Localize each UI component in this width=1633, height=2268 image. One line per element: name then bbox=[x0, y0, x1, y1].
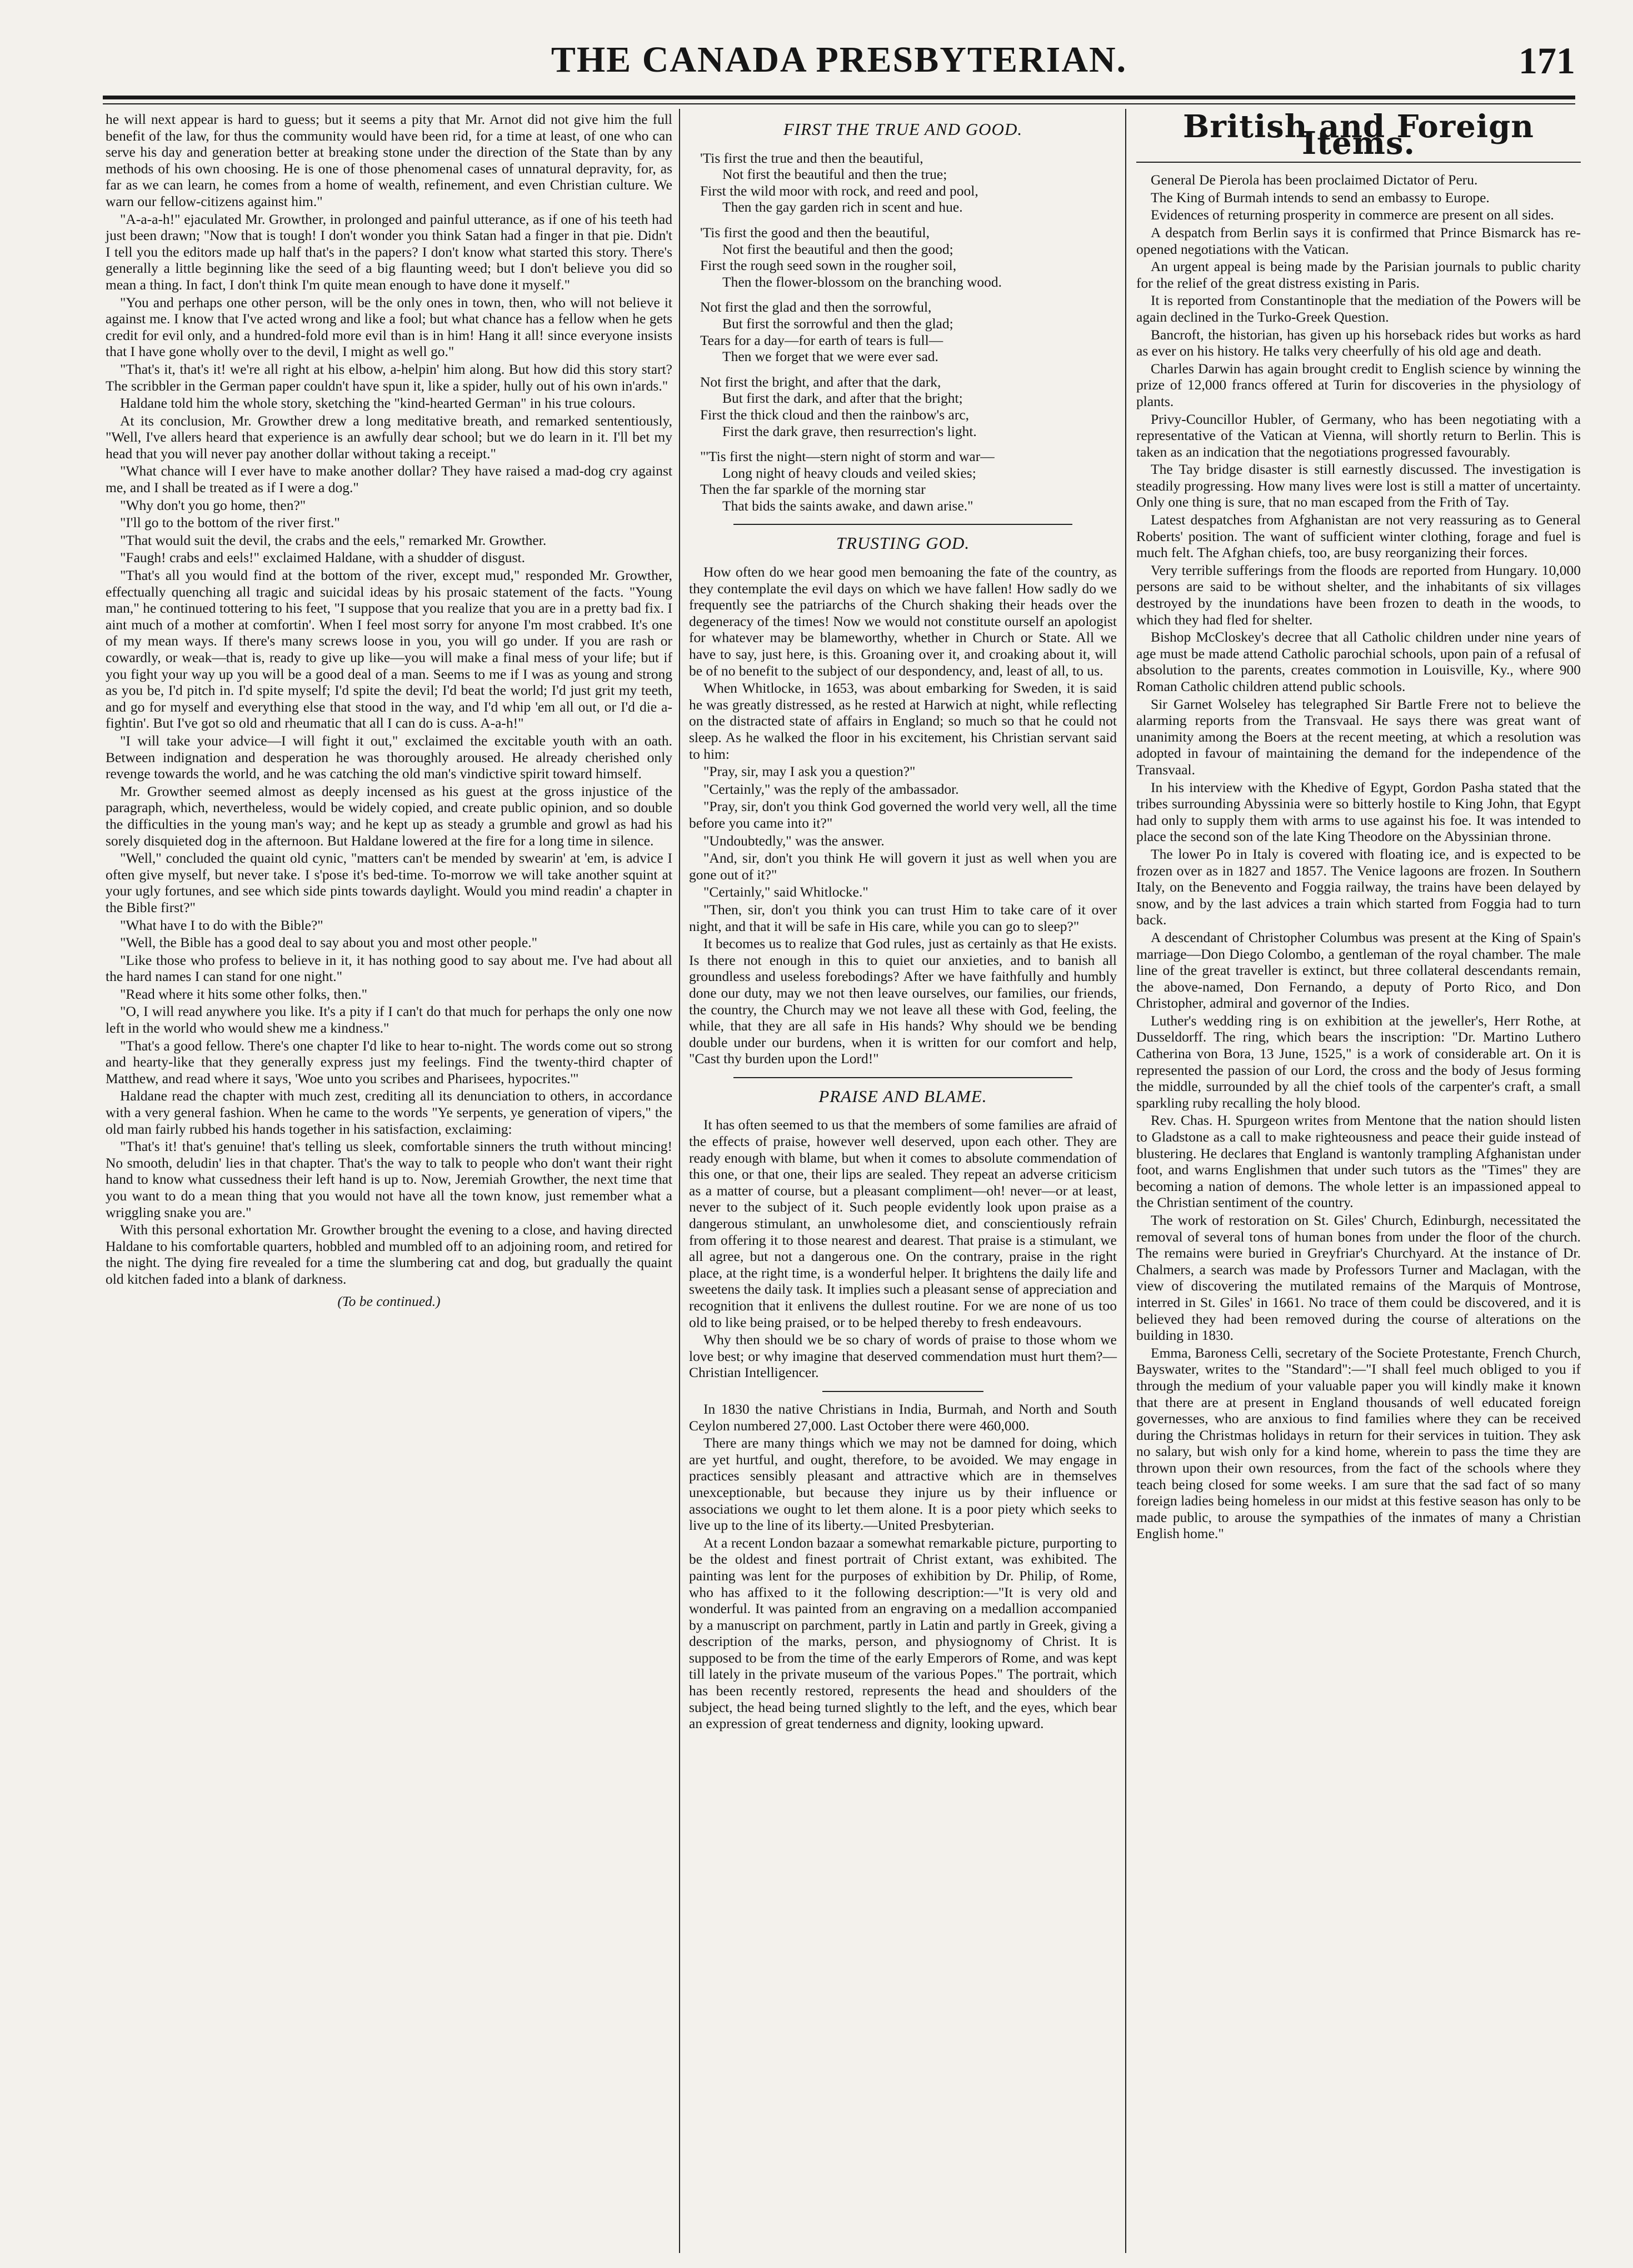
column-items bbox=[1136, 108, 1581, 1543]
paragraph: he will next appear is hard to guess; but it seems a pity that Mr. Arnot did not give him the full benefit of the law, for thus the community would have been rid, for a time at least, of one who can serve his day and generation better at breaking stone under the direction of the State than by any methods of his own choosing. He is one of those phenomenal cases of unnatural depravity, for, as far as we can learn, he comes from a home of wealth, refinement, and even Christian culture. We warn our fellow-citizens against him." bbox=[106, 111, 672, 209]
poem-line: Tears for a day—for earth of tears is full— bbox=[700, 332, 943, 348]
paragraph: "You and perhaps one other person, will be the only ones in town, then, who will not believe it against me. I know that I've acted wrong and like a fool; but what chance has a fellow when he gets credit for evil only, and a hundred-fold more evil than is in him! Hang it all! since everyone insists that I have gone wholly over to the devil, I might as well go." bbox=[106, 294, 672, 360]
header-rule-thin bbox=[103, 103, 1575, 104]
paragraph: There are many things which we may not be damned for doing, which are yet hurtful, and ought, therefore, to be avoided. We may engage in practices sensibly pleasant and attractive which are in themselves unexceptionable, but because they injure us by their influence or associations we ought to let them alone. It is a poor piety which seeks to live up to the line of its liberty.—United Presbyterian. bbox=[689, 1435, 1117, 1534]
news-item: Emma, Baroness Celli, secretary of the Societe Protestante, French Church, Bayswater, writes to the "Standard":—"I shall feel much obliged to you if through the medium of your valuable paper you will kindly make it known that there are at present in England thousands of well educated foreign governesses, who are anxious to find families where they can be received during the Christmas holidays in return for their services in tuition. They ask no salary, but wish only for a kind home, wherein to pass the time they are thrown upon their own resources, from the fact of the schools where they teach being closed for some weeks. I am sure that the sad fact of so many foreign ladies being homeless in our midst at this festive season has only to be made public, to arouse the sympathies of the inmates of many a Christian English home." bbox=[1136, 1344, 1581, 1542]
paragraph: "Pray, sir, may I ask you a question?" bbox=[703, 763, 916, 780]
news-item: An urgent appeal is being made by the Parisian journals to public charity for the relief of the great distress existing in Paris. bbox=[1136, 258, 1581, 291]
paragraph: "I'll go to the bottom of the river first." bbox=[120, 514, 340, 531]
paragraph: It becomes us to realize that God rules, just as certainly as that He exists. Is there not enough in this to quiet our anxieties, and to banish all groundless and useless forebodings? After we have faithfully and humbly done our duty, may we not then leave ourselves, our families, our friends, the country, the Church may we not leave all these with God, feeling, the while, that they are all safe in His hands? Why should we be bending double under our burdens, when it is written for our comfort and help, "Cast thy burden upon the Lord!" bbox=[689, 935, 1117, 1067]
poem-line: Then the flower-blossom on the branching wood. bbox=[722, 273, 1002, 290]
paragraph: "And, sir, don't you think He will govern it just as well when you are gone out of it?" bbox=[689, 850, 1117, 883]
poem-line: Not first the glad and then the sorrowful, bbox=[700, 299, 932, 316]
paragraph: In 1830 the native Christians in India, Burmah, and North and South Ceylon numbered 27,000. Last October there were 460,000. bbox=[689, 1400, 1117, 1434]
news-item: The work of restoration on St. Giles' Church, Edinburgh, necessitated the removal of several tons of human bones from under the floor of the church. The remains were buried in Greyfriar's Churchyard. At the instance of Dr. Chalmers, a search was made by Professors Turner and Maclagan, with the view of discovering the mutilated remains of the Marquis of Montrose, interred in St. Giles' in 1661. No trace of them could be discovered, and it is believed they had been removed during the course of alterations on the building in 1830. bbox=[1136, 1212, 1581, 1344]
poem-line: Not first the beautiful and then the true; bbox=[722, 166, 947, 183]
news-item: The Tay bridge disaster is still earnestly discussed. The investigation is steadily progressing. How many lives were lost is still a matter of uncertainty. Only one thing is sure, that no man escaped from the Frith of Tay. bbox=[1136, 461, 1581, 510]
paragraph: "Pray, sir, don't you think God governed the world very well, all the time before you came into it?" bbox=[689, 798, 1117, 831]
news-item: Latest despatches from Afghanistan are not very reassuring as to General Roberts' position. The want of sufficient winter clothing, forage and fuel is much felt. The Afghan chiefs, too, are busy reorganizing their forces. bbox=[1136, 512, 1581, 561]
poem-line: Then the gay garden rich in scent and hue. bbox=[722, 199, 963, 216]
section-heading: British and Foreign Items. bbox=[1136, 111, 1581, 163]
paragraph: "Certainly," said Whitlocke." bbox=[703, 884, 868, 900]
news-item: Bishop McCloskey's decree that all Catholic children under nine years of age must be made attend Catholic parochial schools, upon pain of a refusal of absolution to the parents, creates commotion in Louisville, Ky., where 900 Roman Catholic children attend public schools. bbox=[1136, 629, 1581, 694]
news-item: Luther's wedding ring is on exhibition at the jeweller's, Herr Rothe, at Dusseldorff. The ring, which bears the inscription: "Dr. Martino Luthero Catherina von Bora, 13 June, 1525," is a work of considerable art. On it is represented the passion of our Lord, the cross and the body of Jesus forming the middle, surrounded by all the chief tools of the carpenter's craft, a small sparkling ruby recalling the holy blood. bbox=[1136, 1012, 1581, 1111]
column-story bbox=[106, 111, 672, 1309]
news-item: In his interview with the Khedive of Egypt, Gordon Pasha stated that the tribes surrounding Abyssinia were so bitterly hostile to King John, that Egypt had only to supply them with arms to use against his foe. It was intended to place the second son of the late King Theodore on the Abyssinian throne. bbox=[1136, 779, 1581, 845]
poem-title: FIRST THE TRUE AND GOOD. bbox=[783, 119, 1023, 139]
paragraph: At a recent London bazaar a somewhat remarkable picture, purporting to be the oldest and finest portrait of Christ extant, was exhibited. The painting was lent for the purposes of exhibition by Dr. Philip, of Rome, who has affixed to it the following description:—"It is very old and wonderful. It was painted from an engraving on a medallion accompanied by a manuscript on parchment, partly in Latin and partly in Greek, giving a description of the marks, person, and physiognomy of Christ. It is supposed to be from the time of the early Emperors of Rome, and was kept till lately in the private museum of the various Popes." The portrait, which has been recently restored, represents the head and shoulders of the subject, the head being turned slightly to the left, and the eyes, which bear an expression of great tenderness and dignity, looking upward. bbox=[689, 1534, 1117, 1732]
continued-note: (To be continued.) bbox=[337, 1293, 441, 1309]
paragraph: When Whitlocke, in 1653, was about embarking for Sweden, it is said he was greatly distressed, as he rested at Harwich at night, while reflecting on the distracted state of affairs in England; so much so that he could not sleep. As he walked the floor in his excitement, his Christian servant said to him: bbox=[689, 680, 1117, 762]
paragraph: "A-a-a-h!" ejaculated Mr. Growther, in prolonged and painful utterance, as if one of his teeth had just been drawn; "Now that is tough! I don't wonder you think Satan had a finger in that pie. Didn't I tell you the editors made up half that's in the papers? I don't know what started this story. There's generally a little beginning like the seed of a big flaunting weed; but I don't believe you did so mean a thing. In fact, I don't think I'm quite mean enough to have done it myself." bbox=[106, 211, 672, 293]
page-number: 171 bbox=[1519, 39, 1575, 82]
paragraph: "Well," concluded the quaint old cynic, "matters can't be mended by swearin' at 'em, is advice I often give myself, but never take. I s'pose it's bed-time. To-morrow we will take another squint at your ugly fortunes, and see which side pints towards daylight. Would you mind readin' a chapter in the Bible first?" bbox=[106, 850, 672, 915]
paragraph: With this personal exhortation Mr. Growther brought the evening to a close, and having directed Haldane to his comfortable quarters, hobbled and mumbled off to an adjoining room, and retired for the night. The dying fire revealed for a time the slumbering cat and dog, but gradually the quaint old kitchen faded into a blank of darkness. bbox=[106, 1221, 672, 1287]
poem-line: First the thick cloud and then the rainbow's arc, bbox=[700, 406, 970, 423]
paragraph: "That's it, that's it! we're all right at his elbow, a-helpin' him along. But how did this story start? The scribbler in the German paper couldn't have spun it, like a spider, hully out of his own in'ards." bbox=[106, 361, 672, 394]
paragraph: "I will take your advice—I will fight it out," exclaimed the excitable youth with an oath. Between indignation and desperation he was thoroughly aroused. He already cherished only revenge towards the world, and he was catching the old man's vindictive spirit toward himself. bbox=[106, 732, 672, 782]
masthead bbox=[103, 33, 1575, 89]
publication-title: THE CANADA PRESBYTERIAN. bbox=[551, 39, 1127, 80]
paragraph: How often do we hear good men bemoaning the fate of the country, as they contemplate the evil days on which we have fallen! How sadly do we frequently see the patriarchs of the Church shaking their heads over the degeneracy of the times! Now we would not constitute ourself an apologist for whatever may be blameworthy, whether in Church or State. All we have to say, just here, is this. Groaning over it, and croaking about it, will be of no benefit to the subject of our despondency, and, least of all, to us. bbox=[689, 564, 1117, 679]
paragraph: At its conclusion, Mr. Growther drew a long meditative breath, and remarked sententiously, "Well, I've allers heard that experience is an awfully dear school; but we do learn in it. I'll bet my head that you will never pay another dollar without taking a receipt." bbox=[106, 412, 672, 462]
poem-line: First the dark grave, then resurrection's light. bbox=[722, 423, 977, 439]
news-item: General De Pierola has been proclaimed Dictator of Peru. bbox=[1151, 172, 1478, 188]
news-item: A descendant of Christopher Columbus was present at the King of Spain's marriage—Don Diego Colombo, a gentleman of the royal chamber. The male line of the great traveller is extinct, but three collateral descendants remain, the above-named, Don Fernando, a deputy of Porto Rico, and Don Christopher, admiral and governor of the Indies. bbox=[1136, 929, 1581, 1012]
news-item: Evidences of returning prosperity in commerce are present on all sides. bbox=[1151, 207, 1554, 223]
poem-line: First the rough seed sown in the rougher soil, bbox=[700, 257, 957, 274]
paragraph: "Like those who profess to believe in it, it has nothing good to say about me. I've had about all the hard names I can stand for one night." bbox=[106, 952, 672, 985]
poem-line: "'Tis first the night—stern night of storm and war— bbox=[700, 448, 995, 465]
section-title: TRUSTING GOD. bbox=[836, 533, 970, 553]
poem-line: Then we forget that we were ever sad. bbox=[722, 348, 938, 365]
poem bbox=[689, 150, 1117, 514]
paragraph: Haldane read the chapter with much zest, crediting all its denunciation to others, in accordance with a very general fashion. When he came to the words "Ye serpents, ye generation of vipers," the old man fairly rubbed his hands together in his satisfaction, exclaiming: bbox=[106, 1088, 672, 1137]
paragraph: "Well, the Bible has a good deal to say about you and most other people." bbox=[120, 934, 538, 951]
news-item: It is reported from Constantinople that the mediation of the Powers will be again declined in the Turko-Greek Question. bbox=[1136, 292, 1581, 325]
column-divider bbox=[1125, 109, 1126, 2253]
paragraph: "That's it! that's genuine! that's telling us sleek, comfortable sinners the truth without mincing! No smooth, deludin' lies in that chapter. That's the way to talk to people who don't want their right hand to know what cussedness their left hand is up to. Now, Jeremiah Growther, the next time that you want to do a mean thing that you would not have all the town know, just remember what a wriggling snake you are." bbox=[106, 1138, 672, 1220]
paragraph: "Certainly," was the reply of the ambassador. bbox=[703, 780, 959, 797]
paragraph: "That's all you would find at the bottom of the river, except mud," responded Mr. Growther, effectually quenching all tragic and suicidal ideas by his prosaic statement of the facts. "Young man," he continued tottering to his feet, "I suppose that you realize that you are in a pretty bad fix. I aint much of a mother at comfortin'. When I feel most sorry for anyone I'm most crabbed. It's one of my mean ways. If there's many screws loose in you, you will go under. If you are rash or cowardly, or weak—that is, ready to give up like—you will make a final mess of your life; but if you fight your way up you will be a good deal of a man. Seems to me if I was as young and strong as you be, I'd pitch in. I'd spite myself; I'd spite the devil; I'd beat the world; I'd just grit my teeth, and go for myself and everything else that stood in the way, and I'd whip 'em all out, or I'd die a-fightin'. But I've got so old and rheumatic that all I can do is cuss. A-a-h!" bbox=[106, 567, 672, 732]
news-item: Bancroft, the historian, has given up his horseback rides but works as hard as ever on his history. He talks very cheerfully of his old age and death. bbox=[1136, 326, 1581, 359]
poem-line: Long night of heavy clouds and veiled skies; bbox=[722, 464, 976, 481]
poem-stanza bbox=[689, 299, 1117, 364]
column-middle bbox=[689, 111, 1117, 1733]
paragraph: "Undoubtedly," was the answer. bbox=[703, 832, 885, 849]
poem-line: That bids the saints awake, and dawn arise." bbox=[722, 497, 973, 514]
poem-line: Not first the beautiful and then the good; bbox=[722, 241, 953, 257]
poem-line: Not first the bright, and after that the dark, bbox=[700, 373, 941, 390]
paragraph: Haldane told him the whole story, sketching the "kind-hearted German" in his true colours. bbox=[120, 395, 636, 412]
poem-line: 'Tis first the true and then the beautiful, bbox=[700, 149, 923, 166]
paragraph: "What chance will I ever have to make another dollar? They have raised a mad-dog cry against me, and I shall be treated as if I were a dog." bbox=[106, 463, 672, 496]
poem-line: Then the far sparkle of the morning star bbox=[700, 481, 926, 498]
poem-line: But first the dark, and after that the bright; bbox=[722, 390, 963, 407]
paragraph: "Read where it hits some other folks, then." bbox=[120, 985, 368, 1002]
paragraph: "That's a good fellow. There's one chapter I'd like to hear to-night. The words come out so strong and hearty-like that they generally express just my feelings. Find the twenty-third chapter of Matthew, and read where it says, 'Woe unto you scribes and Pharisees, hypocrites.'" bbox=[106, 1037, 672, 1087]
poem-line: But first the sorrowful and then the glad; bbox=[722, 315, 953, 332]
paragraph: "Faugh! crabs and eels!" exclaimed Haldane, with a shudder of disgust. bbox=[120, 549, 525, 566]
news-item: Very terrible sufferings from the floods are reported from Hungary. 10,000 persons are said to be without shelter, and the inhabitants of six villages destroyed by the inundations have been frozen to death in the woods, to which they had fled for shelter. bbox=[1136, 562, 1581, 628]
section-title: PRAISE AND BLAME. bbox=[818, 1086, 987, 1106]
poem-line: First the wild moor with rock, and reed and pool, bbox=[700, 182, 978, 199]
paragraph: "What have I to do with the Bible?" bbox=[120, 917, 323, 933]
poem-stanza bbox=[689, 448, 1117, 514]
poem-stanza bbox=[689, 150, 1117, 216]
header-rule bbox=[103, 96, 1575, 99]
paragraph: Mr. Growther seemed almost as deeply incensed as his guest at the gross injustice of the paragraph, which, nevertheless, would be widely copied, and create public opinion, and so double the difficulties in the young man's way; and he kept up as steady a grumble and growl as had his sorely disquieted dog in the afternoon. But Haldane lowered at the fire for a long time in silence. bbox=[106, 783, 672, 849]
column-divider bbox=[679, 109, 680, 2253]
paragraph: "Then, sir, don't you think you can trust Him to take care of it over night, and that it will be safe in His care, while you can go to sleep?" bbox=[689, 901, 1117, 934]
section-divider bbox=[733, 524, 1072, 525]
poem-line: 'Tis first the good and then the beautiful, bbox=[700, 224, 930, 241]
news-item: The King of Burmah intends to send an embassy to Europe. bbox=[1151, 189, 1490, 206]
news-item: Charles Darwin has again brought credit to English science by winning the prize of 12,000 francs offered at Turin for discoveries in the physiology of plants. bbox=[1136, 360, 1581, 409]
poem-stanza bbox=[689, 374, 1117, 439]
paragraph: It has often seemed to us that the members of some families are afraid of the effects of praise, however well deserved, upon each other. They are ready enough with blame, but when it comes to absolute commendation of this one, or that one, their lips are sealed. They repeat an adverse criticism as a matter of course, but a pleasant compliment—oh! never—or at least, never to the subject of it. Such people evidently look upon praise as a dangerous stimulant, an unwholesome diet, and conscientiously refrain from offering it to those nearest and dearest. That praise is a stimulant, we all agree, but not a dangerous one. On the contrary, praise in the right place, at the right time, is a wonderful helper. It brightens the daily life and sweetens the daily task. It implies such a pleasant sense of appreciation and recognition that it enlivens the dullest routine. For we are none of us too old to like being praised, or to be helped thereby to fresh endeavours. bbox=[689, 1117, 1117, 1330]
paragraph: "That would suit the devil, the crabs and the eels," remarked Mr. Growther. bbox=[120, 532, 547, 548]
news-item: Privy-Councillor Hubler, of Germany, who has been negotiating with a representative of the Vatican at Vienna, will shortly return to Berlin. This is taken as an indication that the negotiations progressed favourably. bbox=[1136, 410, 1581, 460]
paragraph: "O, I will read anywhere you like. It's a pity if I can't do that much for perhaps the only one now left in the world who would shew me a kindness." bbox=[106, 1003, 672, 1037]
paragraph: Why then should we be so chary of words of praise to those whom we love best; or why imagine that deserved commendation must hurt them?—Christian Intelligencer. bbox=[689, 1331, 1117, 1381]
paragraph: "Why don't you go home, then?" bbox=[120, 497, 306, 513]
poem-stanza bbox=[689, 224, 1117, 290]
news-item: A despatch from Berlin says it is confirmed that Prince Bismarck has re-opened negotiations with the Vatican. bbox=[1136, 224, 1581, 257]
news-item: Sir Garnet Wolseley has telegraphed Sir Bartle Frere not to believe the alarming reports from the Transvaal. He says there was great want of unanimity among the Boers at the recent meeting, at which a resolution was adopted in favour of maintaining the demand for the independence of the Transvaal. bbox=[1136, 695, 1581, 778]
section-divider bbox=[733, 1077, 1072, 1078]
section-divider bbox=[822, 1391, 983, 1392]
news-item: Rev. Chas. H. Spurgeon writes from Mentone that the nation should listen to Gladstone as a call to make righteousness and peace their guide instead of blustering. He declares that England is wantonly trampling Afghanistan under foot, and warns Englishmen that under such tutors as the "Times" they are becoming a nation of demons. The whole letter is an impassioned appeal to the Christian sentiment of the country. bbox=[1136, 1112, 1581, 1211]
news-item: The lower Po in Italy is covered with floating ice, and is expected to be frozen over as in 1827 and 1857. The Venice lagoons are frozen. In Southern Italy, on the Benevento and Foggia railway, the trains have been delayed by snow, and by the last advices a train which started from Foggia had to turn back. bbox=[1136, 845, 1581, 928]
